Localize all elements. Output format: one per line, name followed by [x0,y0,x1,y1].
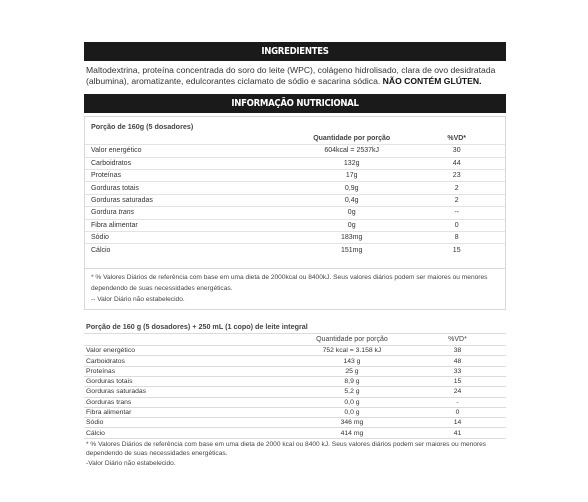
header-nutrient-2 [84,333,295,345]
nutrient-quantity: 17g [295,169,408,181]
nutrient-dv: 24 [409,387,506,397]
table-row [84,356,506,366]
nutrient-dv: -- [408,207,505,219]
nutrient-dv: - [409,397,506,407]
table-1 [85,133,505,256]
nutrition-panel [84,42,506,470]
dv-not-established-2: -Valor Diário não estabelecido. [86,459,176,467]
nutrient-quantity: 0,9g [295,182,408,194]
nutrient-quantity: 143 g [295,356,409,366]
nutrient-quantity: 25 g [295,366,409,376]
table-row [85,219,505,231]
nutrient-dv: 14 [409,418,506,428]
dv-footnote-1: * % Valores Diários de referência com base em uma dieta de 2000kcal ou 8400kJ. Seus valores diários podem ser maiores ou menores dependendo de suas necessidades energéticas. [91,273,488,292]
header-dv-1: %VD* [447,135,467,142]
table-row [84,366,506,376]
gluten-warning: NÃO CONTÉM GLÚTEN. [382,76,482,87]
nutrient-name: Proteínas [85,169,295,181]
nutrient-dv: 48 [409,356,506,366]
table-row [84,418,506,428]
table-row [84,407,506,417]
nutrient-quantity: 183mg [295,231,408,243]
nutrition-table-2 [84,322,506,470]
nutrient-dv: 0 [409,407,506,417]
ingredients-text: Maltodextrina, proteína concentrada do soro do leite (WPC), colágeno hidrolisado, clara de ovo desidratada (albumina), aromatizante, edulcorantes ciclamato de sódio e sacarina sódica. [86,65,496,87]
nutrient-name: Gorduras saturadas [85,194,295,206]
table-row [85,194,505,206]
nutrition-table-1 [84,116,506,310]
table-row [84,346,506,356]
nutrient-name: Valor energético [85,145,295,157]
nutrient-dv: 15 [408,244,505,256]
table-row [85,169,505,181]
nutrient-name: Sódio [85,231,295,243]
table-row [85,207,505,219]
table-row [85,157,505,169]
nutrient-name: Gorduras saturadas [84,387,295,397]
table-2-notes [84,438,506,470]
header-quantity-2: Quantidade por porção [316,335,388,343]
nutrition-title: INFORMAÇÃO NUTRICIONAL [84,94,506,113]
nutrient-dv: 38 [409,346,506,356]
header-quantity-1: Quantidade por porção [313,135,391,142]
nutrient-name: Fibra alimentar [84,407,295,417]
nutrient-dv: 33 [409,366,506,376]
nutrient-name: Sódio [84,418,295,428]
nutrient-name: Carboidratos [84,356,295,366]
ingredients-text-block [84,61,506,94]
nutrient-dv: 41 [409,428,506,438]
nutrient-quantity: 8,9 g [295,377,409,387]
table-row [84,397,506,407]
nutrient-name: Proteínas [84,366,295,376]
nutrient-name: Gordura trans [85,207,295,219]
nutrient-name: Gorduras totais [85,182,295,194]
nutrient-quantity: 0,0 g [295,407,409,417]
nutrient-dv: 2 [408,182,505,194]
table-row [84,428,506,438]
nutrient-quantity: 151mg [295,244,408,256]
table-row [85,145,505,157]
nutrient-name: Cálcio [84,428,295,438]
table-row [84,377,506,387]
nutrient-quantity: 5,2 g [295,387,409,397]
nutrient-quantity: 0g [295,207,408,219]
table-row [85,231,505,243]
nutrient-name: Gorduras trans [84,397,295,407]
dv-footnote-2: * % Valores Diários de referência com base em uma dieta de 2000 kcal ou 8400 kJ. Seus valores diários podem ser maiores ou menores dependendo de suas necessidades energéticas. [86,440,487,458]
table-row [85,244,505,256]
nutrient-dv: 8 [408,231,505,243]
nutrient-quantity: 0,4g [295,194,408,206]
table-row [85,182,505,194]
nutrient-dv: 15 [409,377,506,387]
table-row [84,387,506,397]
portion-label-1: Porção de 160g (5 dosadores) [91,121,194,131]
nutrient-quantity: 414 mg [295,428,409,438]
nutrient-name: Valor energético [84,346,295,356]
nutrient-dv: 44 [408,157,505,169]
nutrient-dv: 30 [408,145,505,157]
nutrient-quantity: 346 mg [295,418,409,428]
ingredients-title: INGREDIENTES [84,42,506,61]
nutrient-dv: 2 [408,194,505,206]
nutrient-quantity: 0,0 g [295,397,409,407]
nutrient-quantity: 604kcal = 2537kJ [295,145,408,157]
nutrient-dv: 23 [408,169,505,181]
nutrient-quantity: 0g [295,219,408,231]
nutrient-name: Carboidratos [85,157,295,169]
nutrient-quantity: 752 kcal = 3.158 kJ [295,346,409,356]
portion-label-2: Porção de 160 g (5 dosadores) + 250 mL (1 copo) de leite integral [86,321,308,331]
nutrient-dv: 0 [408,219,505,231]
table-2 [84,333,506,438]
nutrient-quantity: 132g [295,157,408,169]
table-1-notes [85,268,505,309]
dv-not-established-1: -- Valor Diário não estabelecido. [91,295,185,303]
nutrient-name: Cálcio [85,244,295,256]
header-nutrient-1 [85,133,295,145]
nutrient-name: Gorduras totais [84,377,295,387]
nutrient-name: Fibra alimentar [85,219,295,231]
header-dv-2: %VD* [448,335,467,343]
